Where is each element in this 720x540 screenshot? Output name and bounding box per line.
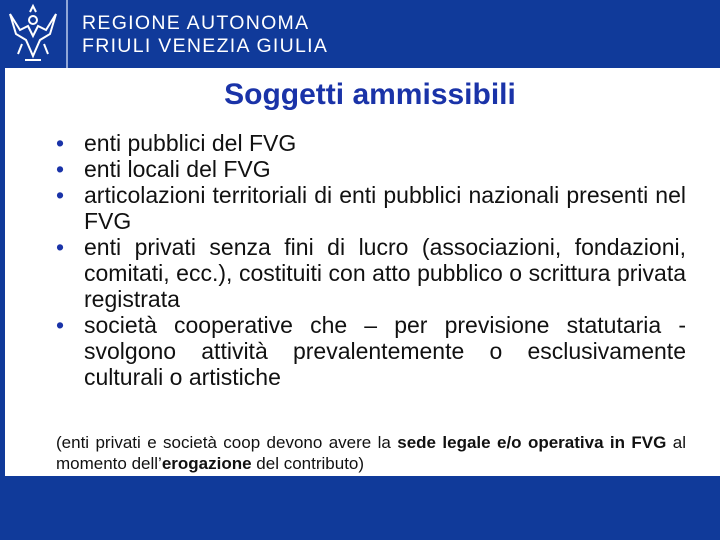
- bullet-icon: •: [56, 156, 65, 182]
- slide-title: Soggetti ammissibili: [224, 78, 516, 111]
- eagle-crest-icon: [0, 0, 66, 68]
- bullet-icon: •: [56, 234, 65, 260]
- list-item: [56, 234, 686, 312]
- list-item-text: enti locali del FVG: [84, 156, 271, 182]
- header-divider: [66, 0, 68, 68]
- list-item: [56, 156, 686, 182]
- header-bar: [0, 0, 720, 68]
- region-name: [82, 12, 328, 58]
- list-item-text: società cooperative che – per previsione statutaria - svolgono attività prevalentemente o esclusivamente culturali o artistiche: [84, 312, 686, 390]
- list-item-text: enti pubblici del FVG: [84, 130, 297, 156]
- list-item-text: articolazioni territoriali di enti pubblici nazionali presenti nel FVG: [84, 182, 686, 234]
- bullet-icon: •: [56, 312, 65, 338]
- bullet-icon: •: [56, 182, 65, 208]
- bullet-list: [56, 130, 686, 390]
- list-item: [56, 312, 686, 390]
- list-item: [56, 130, 686, 156]
- left-accent-bar: [0, 68, 5, 476]
- footnote-text-2: al momento dell’: [56, 433, 686, 473]
- region-name-line1: REGIONE AUTONOMA: [82, 12, 310, 34]
- region-name-line2: FRIULI VENEZIA GIULIA: [82, 35, 329, 57]
- footnote-bold-2: erogazione: [161, 454, 252, 473]
- list-item-text: enti privati senza fini di lucro (associazioni, fondazioni, comitati, ecc.), costituiti con atto pubblico o scrittura privata registrata: [84, 234, 686, 312]
- footnote-text-3: del contributo): [251, 454, 365, 473]
- footnote-bold-1: sede legale e/o operativa in FVG: [397, 433, 667, 452]
- footnote-text-1: (enti privati e società coop devono avere la: [56, 433, 398, 452]
- footer-bar: [0, 476, 720, 540]
- list-item: [56, 182, 686, 234]
- footnote: [56, 432, 686, 474]
- bullet-icon: •: [56, 130, 65, 156]
